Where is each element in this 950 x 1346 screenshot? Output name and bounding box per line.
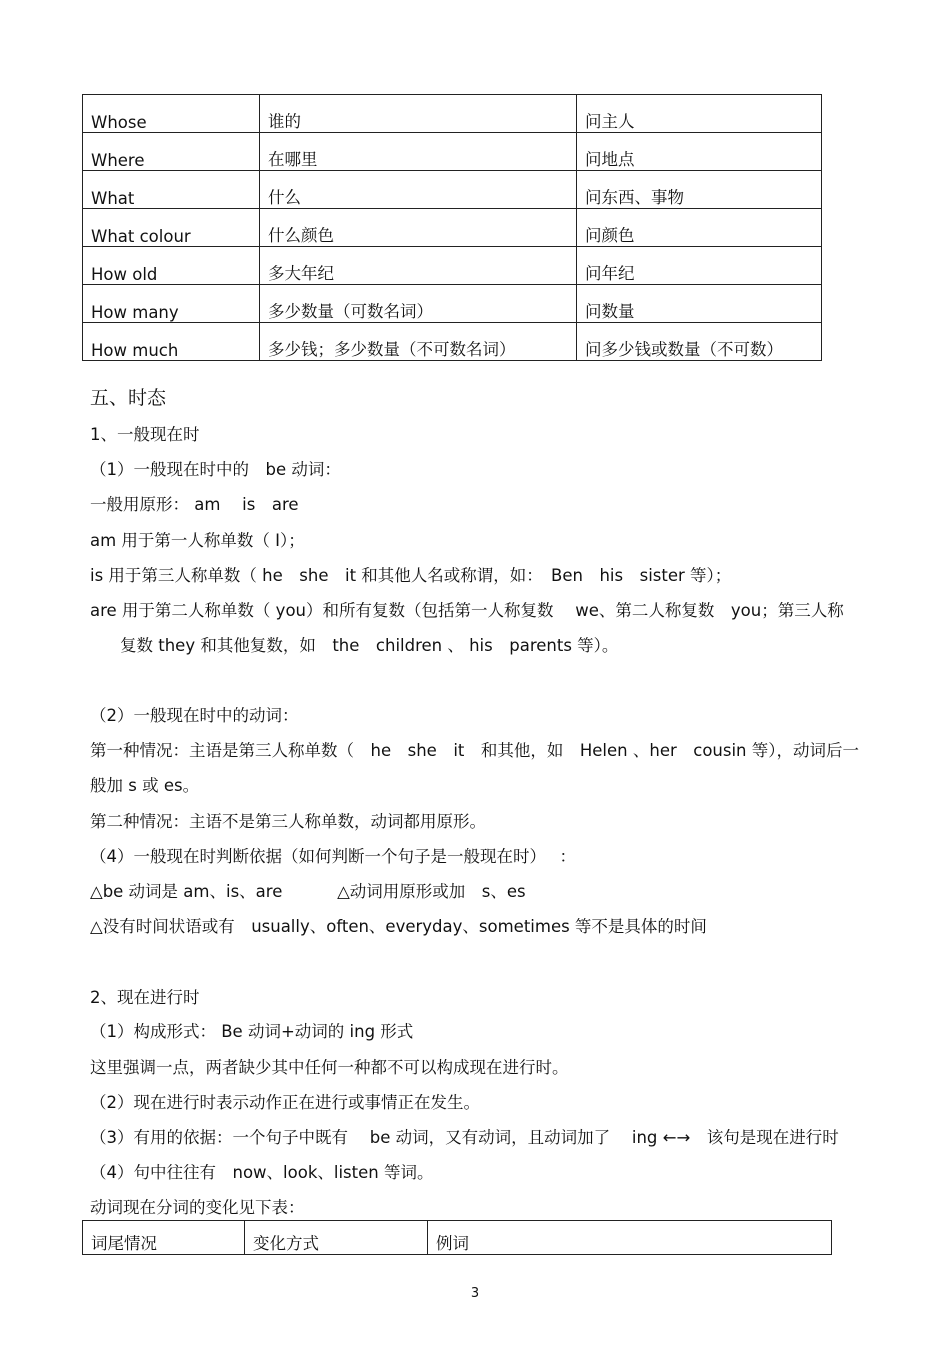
subsection-heading: 2、现在进行时 (90, 988, 200, 1007)
text-line: （2）现在进行时表示动作正在进行或事情正在发生。 (90, 1093, 480, 1112)
table-cell: 多少钱；多少数量（不可数名词） (260, 323, 577, 361)
text-line: 这里强调一点，两者缺少其中任何一种都不可以构成现在进行时。 (90, 1058, 569, 1077)
table-cell: What (83, 171, 260, 209)
table-row (83, 323, 822, 361)
text-line: am 用于第一人称单数（ I）； (90, 531, 305, 550)
participle-table (82, 1220, 832, 1255)
text-line: are 用于第二人称单数（ you）和所有复数（包括第一人称复数 we、第二人称复数 you；第三人称 (90, 601, 844, 620)
text-line: 一般用原形： am is are (90, 495, 299, 514)
table-cell: 在哪里 (260, 133, 577, 171)
text-line: 般加 s 或 es。 (90, 776, 200, 795)
table-header-cell: 词尾情况 (83, 1221, 245, 1255)
table-cell: Where (83, 133, 260, 171)
text-line: （3）有用的依据：一个句子中既有 be 动词，又有动词，且动词加了 ing ←→ 该句是现在进行时 (90, 1128, 839, 1147)
table-row (83, 247, 822, 285)
table-cell: 问年纪 (577, 247, 822, 285)
question-word-table (82, 94, 822, 361)
table-row (83, 285, 822, 323)
subsection-heading: 1、一般现在时 (90, 425, 200, 444)
table-header-cell: 变化方式 (245, 1221, 428, 1255)
text-line: 动词现在分词的变化见下表： (90, 1198, 305, 1217)
table-cell: 谁的 (260, 95, 577, 133)
table-header-row (83, 1221, 832, 1255)
text-line: 第一种情况：主语是第三人称单数（ he she it 和其他，如 Helen 、her cousin 等），动词后一 (90, 741, 860, 760)
text-line: （2）一般现在时中的动词： (90, 706, 299, 725)
text-line: 第二种情况：主语不是第三人称单数，动词都用原形。 (90, 812, 486, 831)
table-header-cell: 例词 (428, 1221, 832, 1255)
table-row (83, 95, 822, 133)
text-line: （1）构成形式： Be 动词+动词的 ing 形式 (90, 1022, 414, 1041)
table-row (83, 171, 822, 209)
table-cell: What colour (83, 209, 260, 247)
table-cell: How many (83, 285, 260, 323)
table-cell: 问主人 (577, 95, 822, 133)
table-cell: 问地点 (577, 133, 822, 171)
text-line: （4）一般现在时判断依据（如何判断一个句子是一般现在时） ： (90, 847, 576, 866)
text-line: 复数 they 和其他复数，如 the children 、 his parents 等）。 (120, 636, 619, 655)
table-cell: 问多少钱或数量（不可数） (577, 323, 822, 361)
table-cell: 问颜色 (577, 209, 822, 247)
table-cell: 问东西、事物 (577, 171, 822, 209)
table-row (83, 133, 822, 171)
table-cell: Whose (83, 95, 260, 133)
table-row (83, 209, 822, 247)
table-cell: How old (83, 247, 260, 285)
table-cell: 问数量 (577, 285, 822, 323)
text-line: （4）句中往往有 now、look、listen 等词。 (90, 1163, 434, 1182)
table-cell: How much (83, 323, 260, 361)
table-cell: 什么 (260, 171, 577, 209)
table-cell: 什么颜色 (260, 209, 577, 247)
table-cell: 多大年纪 (260, 247, 577, 285)
text-line: （1）一般现在时中的 be 动词： (90, 460, 341, 479)
text-line: △be 动词是 am、is、are △动词用原形或加 s、es (90, 882, 526, 901)
section-heading: 五、时态 (90, 387, 167, 409)
text-line: is 用于第三人称单数（ he she it 和其他人名或称谓，如： Ben his sister 等）； (90, 566, 732, 585)
page-number: 3 (470, 1286, 480, 1301)
text-line: △没有时间状语或有 usually、often、everyday、sometimes 等不是具体的时间 (90, 917, 707, 936)
table-cell: 多少数量（可数名词） (260, 285, 577, 323)
